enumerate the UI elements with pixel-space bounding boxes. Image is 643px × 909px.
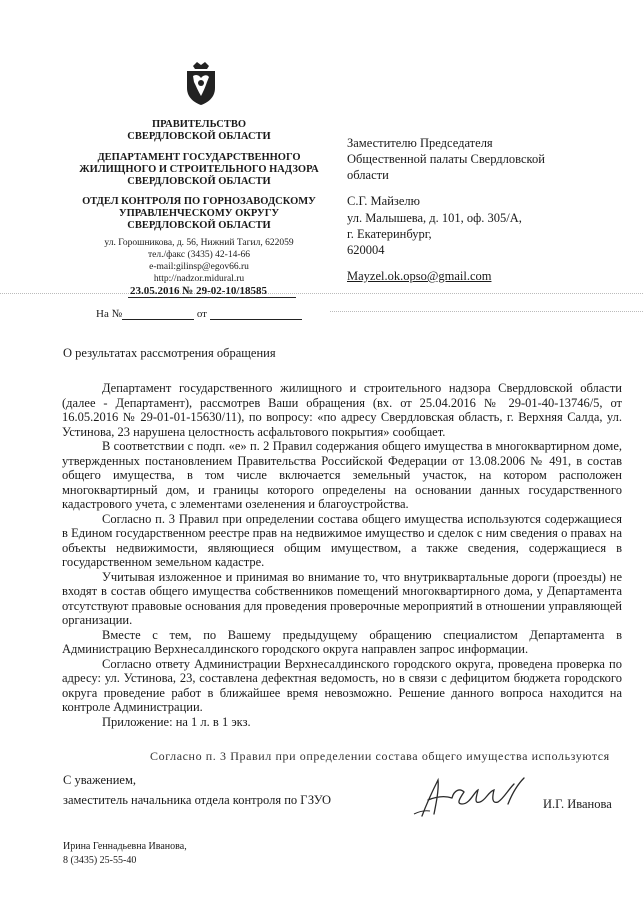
- letter-subject: О результатах рассмотрения обращения: [63, 346, 276, 360]
- addressee-name: С.Г. Майзелю: [347, 194, 420, 208]
- sender-phone: тел./факс (3435) 42-14-66: [148, 250, 250, 260]
- addressee-line1: Заместителю Председателя: [347, 136, 493, 150]
- outgoing-number: 29-02-10/18585: [196, 285, 267, 297]
- government-name-line1: ПРАВИТЕЛЬСТВО: [151, 119, 247, 130]
- outgoing-date-number: [130, 285, 267, 297]
- sender-email[interactable]: e-mail:gilinsp@egov66.ru: [149, 262, 249, 272]
- reference-from-label: от: [196, 308, 207, 320]
- attachment-note: Приложение: на 1 л. в 1 экз.: [102, 714, 251, 729]
- department-name-line1: ДЕПАРТАМЕНТ ГОСУДАРСТВЕННОГО: [97, 152, 301, 163]
- sender-website[interactable]: http://nadzor.midural.ru: [153, 274, 245, 284]
- executor-name: Ирина Геннадьевна Иванова,: [63, 841, 187, 852]
- executor-phone: 8 (3435) 25-55-40: [63, 855, 137, 866]
- outgoing-date: 23.05.2016: [130, 285, 180, 297]
- addressee-email[interactable]: Mayzel.ok.opso@gmail.com: [347, 269, 492, 283]
- office-name-line3: СВЕРДЛОВСКОЙ ОБЛАСТИ: [127, 220, 271, 231]
- signatory-name: И.Г. Иванова: [543, 797, 612, 811]
- office-name-line2: УПРАВЛЕНЧЕСКОМУ ОКРУГУ: [118, 208, 280, 219]
- closing-phrase: С уважением,: [63, 773, 136, 787]
- coat-of-arms-icon: [183, 62, 219, 106]
- body-paragraph: Департамент государственного жилищного и строительного надзора Свердловской области (далее - Департамент), рассмотрев Ваши обращения (вх. от 25.04.2016 № 29-01-40-13746/5, от 16.05.2016 № 29-01-01-15630/11), по вопросу: «по адресу Свердловская область, г. Верхняя Салда, ул. Устинова, 23 нарушена целостность асфальтового покрытия» сообщает.: [62, 381, 622, 439]
- executor-info: [63, 840, 187, 868]
- letter-body: [62, 381, 622, 729]
- reference-line: [96, 307, 302, 320]
- addressee-street: ул. Малышева, д. 101, оф. 305/А,: [347, 211, 522, 225]
- number-sign: №: [182, 285, 194, 297]
- scan-artifact-line: [0, 293, 643, 294]
- government-name-line2: СВЕРДЛОВСКОЙ ОБЛАСТИ: [127, 131, 271, 142]
- addressee-zip: 620004: [347, 243, 385, 257]
- body-paragraph: Вместе с тем, по Вашему предыдущему обращению специалистом Департамента в Администрацию Верхнесалдинского городского округа направлен запрос информации.: [62, 627, 622, 656]
- department-name-line3: СВЕРДЛОВСКОЙ ОБЛАСТИ: [127, 176, 271, 187]
- scan-artifact-line: [330, 311, 643, 312]
- reference-label: На №: [96, 308, 123, 320]
- reference-number-blank: [122, 307, 194, 320]
- body-paragraph: Учитывая изложенное и принимая во внимание то, что внутриквартальные дороги (проезды) не входят в состав общего имущества собственников помещений многоквартирного дома, у Департамента отсутствуют правовые основания для проведения проверочные мероприятий в отношении управляющей организации.: [62, 569, 622, 627]
- signatory-position: заместитель начальника отдела контроля по ГЗУО: [63, 793, 332, 807]
- addressee-line2: Общественной палаты Свердловской: [347, 152, 545, 166]
- department-name-line2: ЖИЛИЩНОГО И СТРОИТЕЛЬНОГО НАДЗОРА: [79, 164, 319, 175]
- addressee-city: г. Екатеринбург,: [347, 227, 432, 241]
- office-name-line1: ОТДЕЛ КОНТРОЛЯ ПО ГОРНОЗАВОДСКОМУ: [82, 196, 316, 207]
- handwritten-signature: [408, 770, 538, 820]
- cut-off-text-line: Согласно п. 3 Правил при определении состава общего имущества используются: [150, 749, 610, 763]
- addressee-line3: области: [347, 168, 389, 182]
- body-paragraph: В соответствии с подп. «е» п. 2 Правил содержания общего имущества в многоквартирном доме, утвержденных постановлением Правительства Российской Федерации от 13.08.2006 № 491, в состав общего имущества, в том числе включается земельный участок, на котором расположен многоквартирный дом, и границы которого определены на основании данных государственного кадастрового учета, с элементами озеленения и благоустройства.: [62, 439, 622, 511]
- body-paragraph: Согласно п. 3 Правил при определении состава общего имущества используются содержащиеся в Едином государственном реестре прав на недвижимое имущество и сделок с ним сведения о правах на объекты недвижимости, являющиеся общим имуществом, а также сведения, содержащиеся в государственном земельном кадастре.: [62, 511, 622, 569]
- date-number-underline: [128, 297, 296, 298]
- reference-date-blank: [210, 307, 302, 320]
- body-paragraph: Согласно ответу Администрации Верхнесалдинского городского округа, проведена проверка по адресу: ул. Устинова, 23, составлена дефектная ведомость, но в связи с дефицитом бюджета городского округа проведение работ в ближайшее время невозможно. Решение данного вопроса находится на контроле Администрации.: [62, 656, 622, 714]
- sender-address: ул. Горошникова, д. 56, Нижний Тагил, 622059: [104, 238, 294, 248]
